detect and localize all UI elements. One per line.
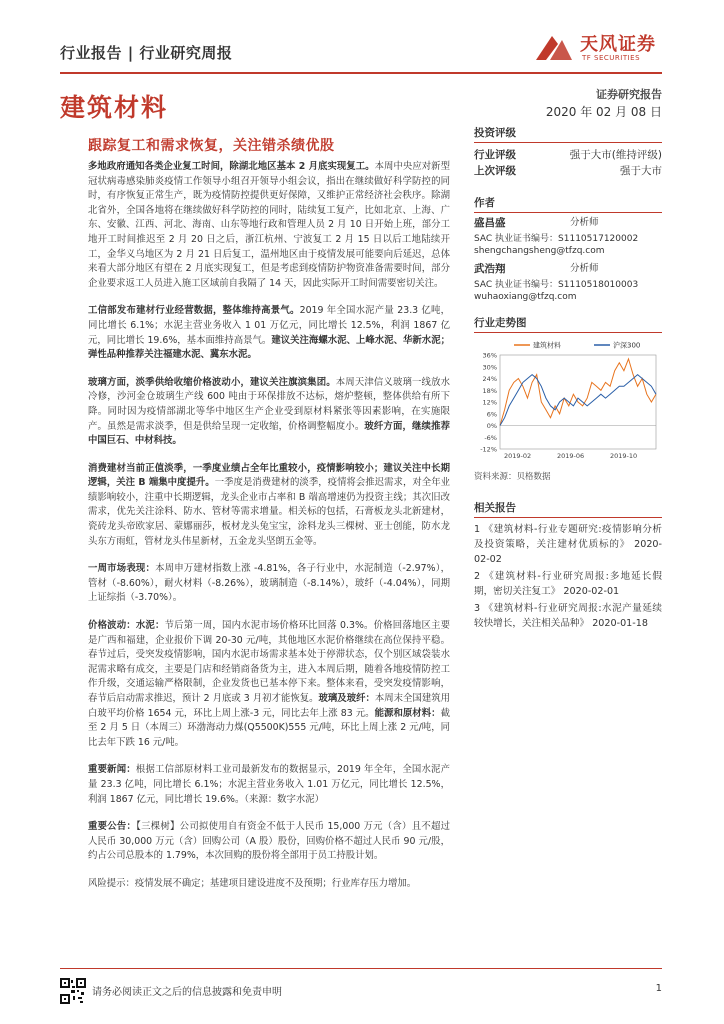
author-name: 盛昌盛 — [474, 217, 506, 229]
paragraph-lead: 价格波动：水泥： — [88, 620, 165, 632]
paragraph-text: 【三棵树】公司拟使用自有资金不低于人民币 15,000 万元（含）且不超过人民币 30,000 万元（含）回购公司（A 股）股份，回购价格不超过人民币 90 元/股，约占公司总股本的 1.79%，本次回购的股份将全部用于员工持股计划。 — [88, 821, 450, 862]
related-report-date: 2020-02-02 — [474, 539, 662, 565]
report-category: 行业报告 | 行业研究周报 — [60, 44, 233, 62]
sidebar — [474, 125, 662, 633]
paragraph-text: 2019 年全国水泥产量 23.3 亿吨，同比增长 6.1%；水泥主营业务收入 1 01 万亿元，同比增长 12.5%，利润 1867 亿元，同比增长 19.6%，基本面维持高景气。 — [88, 305, 450, 346]
rating-key: 上次评级 — [474, 165, 516, 177]
paragraph-lead: 工信部发布建材行业经营数据，整体维持高景气。 — [88, 305, 300, 317]
legend-label: 沪深300 — [613, 341, 641, 350]
paragraph-text: 本周天津信义玻璃一线放水冷修，沙河金仓玻璃生产线 600 吨由于环保排放不达标，熔炉整顿，整体供给有所下降。同时因为疫情部湖北等华中地区生产企业受到原材料紧张等因素影响，在实施限产。虽然是需求淡季，但是供给呈现一定收缩，价格调整幅度小。 — [88, 376, 450, 432]
headline: 跟踪复工和需求恢复，关注错杀绩优股 — [88, 138, 335, 154]
rating-value: 强于大市(维持评级) — [569, 149, 662, 161]
paragraph-news — [88, 763, 450, 807]
related-report-title: 2 《建筑材料-行业研究周报:多地延长假期，密切关注复工》 — [474, 571, 662, 597]
trend-chart — [474, 337, 662, 467]
author-name: 武浩翔 — [474, 263, 506, 275]
qr-code-icon — [60, 978, 86, 1004]
related-reports-header: 相关报告 — [474, 500, 662, 518]
y-tick-label: -12% — [480, 445, 497, 454]
rating-row-previous — [474, 163, 662, 179]
rating-key: 行业评级 — [474, 149, 516, 161]
paragraph-recommendation: 建议关注海螺水泥、上峰水泥、华新水泥；弹性品种推荐关注福建水泥、冀东水泥。 — [88, 334, 450, 361]
y-tick-label: 24% — [482, 375, 497, 383]
paragraph-text: 一季度是消费建材的淡季，疫情将会推迟需求，对全年业绩影响较小，注重中长期逻辑，龙头企业市占率和 B 端高增速仍为投资主线；其次旧改需求，优先关注涂料、防水、管材等需求增量。相关标的包括，石膏板龙头北新建材，瓷砖龙头帝欧家居、蒙娜丽莎，板材龙头兔宝宝，涂料龙头三棵树、亚士创能，防水龙头东方雨虹，管材龙头伟星新材，五金龙头坚朗五金等。 — [88, 477, 450, 547]
paragraph-subhead: 玻璃及玻纤： — [318, 693, 375, 704]
paragraph-consumer-materials — [88, 462, 450, 550]
paragraph-glass — [88, 376, 450, 449]
related-report-title: 1 《建筑材料-行业专题研究:疫情影响分析及投资策略，关注建材优质标的》 — [474, 524, 662, 550]
author-card — [474, 217, 662, 257]
related-report-item[interactable] — [474, 522, 662, 567]
paragraph-lead: 一周市场表现： — [88, 563, 156, 575]
footer-divider — [60, 968, 662, 969]
author-cert: SAC 执业证书编号：S1110517120002 — [474, 234, 639, 244]
paragraph-text: 本周末全国建筑用白玻平均价格 1654 元，环比上周上涨-3 元，同比去年上涨 83 元。 — [88, 693, 450, 719]
paragraph-lead: 重要公告： — [88, 821, 137, 833]
author-card — [474, 263, 662, 303]
author-cert: SAC 执业证书编号：S1110518010003 — [474, 280, 639, 290]
paragraph-lead: 玻璃方面，淡季供给收缩价格波动小，建议关注旗滨集团。 — [88, 376, 336, 388]
y-tick-label: 12% — [482, 398, 497, 407]
y-tick-label: 18% — [482, 386, 497, 395]
sector-title: 建筑材料 — [60, 93, 169, 122]
author-role: 分析师 — [570, 263, 599, 274]
paragraph-miit-data — [88, 304, 450, 362]
y-tick-label: 30% — [482, 363, 497, 372]
x-tick-label: 2019-02 — [504, 452, 532, 460]
series-line-2 — [500, 375, 656, 426]
related-report-date: 2020-01-18 — [592, 618, 648, 629]
report-type: 证券研究报告 — [596, 88, 662, 101]
author-email[interactable]: shengchangsheng@tfzq.com — [474, 246, 605, 256]
brand-logo — [532, 26, 662, 70]
y-tick-label: 0% — [486, 422, 497, 430]
paragraph-text: 截至 2 月 5 日（本周三）环渤海动力煤(Q5500K)555 元/吨，环比上周上涨 2 元/吨，同比去年下跌 16 元/吨。 — [88, 707, 450, 748]
paragraph-announcement — [88, 820, 450, 864]
paragraph-subhead: 能源和原材料： — [374, 707, 441, 719]
paragraph-risk: 风险提示：疫情发展不确定；基建项目建设进度不及预期；行业库存压力增加。 — [88, 877, 417, 889]
paragraph-lead: 多地政府通知各类企业复工时间，除湖北地区基本 2 月底实现复工。 — [88, 161, 375, 172]
paragraph-text: 节后第一周，国内水泥市场价格环比回落 0.3%。价格回落地区主要是广西和福建，企业报价下调 20-30 元/吨，其他地区水泥价格继续在高位保持平稳。春节过后，受突发疫情影响，国内水泥市场需求基本处于停滞状态，仅个别区域袋装水泥需求略有成交，主要是门店和经销商备货为主，进入本周后期，随着各地疫情防控工作升级，交通运输严格限制，企业发货也已基本停下来。整体来看，受突发疫情影响，春节后启动需求推迟，预计 2 月底或 3 月初才能恢复。 — [88, 620, 450, 704]
related-report-title: 3 《建筑材料-行业研究周报:水泥产量延续较快增长，关注相关品种》 — [474, 603, 662, 629]
logo-mark-icon — [532, 30, 576, 66]
related-reports-list — [474, 522, 662, 631]
trend-chart-header: 行业走势图 — [474, 315, 662, 333]
rating-header: 投资评级 — [474, 125, 662, 143]
legend-label: 建筑材料 — [533, 341, 561, 350]
series-line-1 — [500, 359, 656, 426]
x-tick-label: 2019-10 — [610, 452, 638, 460]
trend-chart-svg — [474, 337, 662, 467]
rating-row-industry — [474, 147, 662, 163]
paragraph-text: 本周中央应对新型冠状病毒感染肺炎疫情工作领导小组召开领导小组会议，指出在继续做好科学防控的同时，有序恢复正常生产，既为疫情防控提供更好保障，又维护正常经济社会秩序。除湖北省外，全国各地将在继续做好科学防控的同时，陆续复工复产，比如北京、上海、广东、安徽、江西、河北、海南、山东等地行政和管理人员 2 月 10 日开始上班，部分工地开工时间推迟至 2 月 20 日之后，浙江杭州、宁波复工 2 月 15 日以后工地陆续开工，金华义乌地区为 2 月 21 日后复工，温州地区由于疫情发展可能要向后延迟，总体来看大部分地区有望在 2 月底实现复工，但是考虑到疫情防护物资准备需要时间，部分企业要求返工人员进入施工区域前自我隔了 14 天，因此实际开工时间需要密切关注。 — [88, 161, 450, 289]
disclaimer-notice: 请务必阅读正文之后的信息披露和免责申明 — [92, 987, 282, 998]
paragraph-price-movement — [88, 619, 450, 750]
report-date: 2020 年 02 月 08 日 — [545, 105, 662, 119]
rating-value: 强于大市 — [620, 165, 662, 177]
paragraph-lead: 消费建材当前正值淡季，一季度业绩占全年比重较小，疫情影响较小；建议关注中长期逻辑， — [88, 462, 450, 489]
y-tick-label: -6% — [484, 433, 497, 442]
logo-text-en: TF SECURITIES — [582, 54, 641, 62]
related-report-date: 2020-02-01 — [563, 586, 620, 597]
y-tick-label: 36% — [482, 351, 497, 360]
page-number: 1 — [655, 983, 662, 994]
related-report-item[interactable] — [474, 569, 662, 599]
logo-text-cn: 天风证券 — [580, 34, 656, 55]
paragraph-text: 根据工信部原材料工业司最新发布的数据显示，2019 年全年，全国水泥产量 23.3 亿吨，同比增长 6.1%；水泥主营业务收入 1.01 万亿元，同比增长 12.5%，利润 1867 亿元，同比增长 19.6%。（来源：数字水泥） — [88, 764, 450, 805]
related-report-item[interactable] — [474, 601, 662, 631]
header-divider — [60, 72, 662, 74]
x-tick-label: 2019-06 — [557, 452, 585, 460]
paragraph-text: 本周申万建材指数上涨 -4.81%，各子行业中，水泥制造（-2.97%），管材（-8.60%），耐火材料（-8.26%），玻璃制造（-8.14%），玻纤（-4.04%），同期上证综指（-3.70%）。 — [88, 563, 450, 604]
paragraph-lead: 重要新闻： — [88, 764, 136, 776]
author-email[interactable]: wuhaoxiang@tfzq.com — [474, 292, 577, 302]
paragraph-reopening — [88, 160, 450, 291]
paragraph-market-performance — [88, 562, 450, 606]
author-header: 作者 — [474, 195, 662, 213]
y-tick-label: 6% — [486, 410, 497, 419]
chart-source: 资料来源：贝格数据 — [474, 472, 551, 482]
paragraph-recommendation: 玻纤方面，继续推荐中国巨石、中材科技。 — [88, 420, 450, 447]
paragraph-lead-b: 关注 B 端集中度提升。 — [116, 477, 215, 489]
main-body — [88, 160, 450, 905]
author-role: 分析师 — [570, 217, 599, 228]
